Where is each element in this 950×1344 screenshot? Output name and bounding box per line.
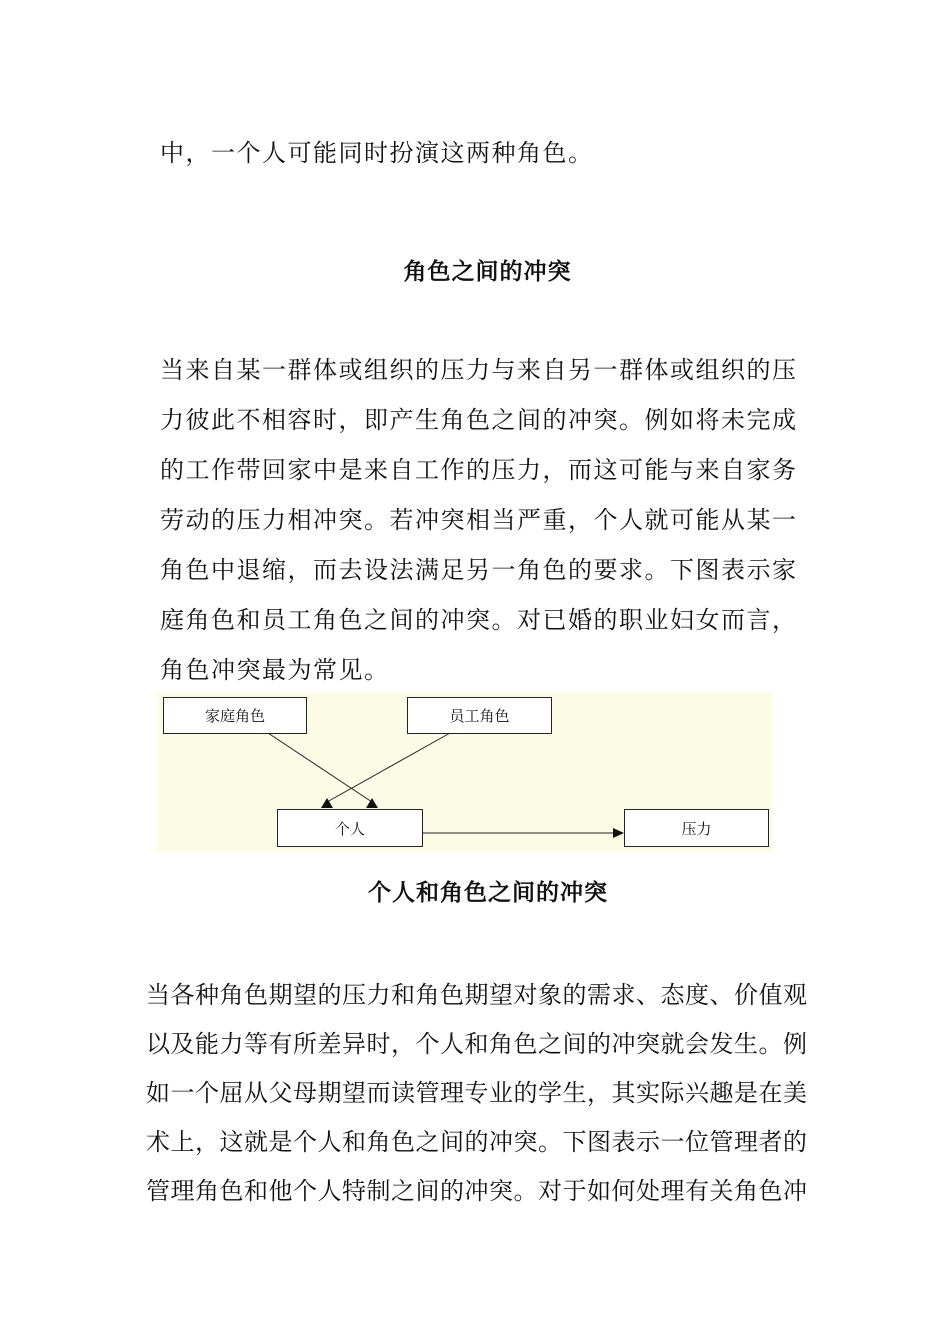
- paragraph-line: 术上，这就是个人和角色之间的冲突。下图表示一位管理者的: [146, 1128, 808, 1156]
- paragraph-line: 如一个屈从父母期望而读管理专业的学生，其实际兴趣是在美: [146, 1079, 808, 1107]
- employee-role-label: 员工角色: [449, 707, 510, 725]
- paragraph-line: 劳动的压力相冲突。若冲突相当严重，个人就可能从某一: [160, 506, 798, 534]
- paragraph-line: 管理角色和他个人特制之间的冲突。对于如何处理有关角色冲: [146, 1177, 808, 1205]
- pressure-box: [624, 809, 769, 847]
- paragraph-line: 的工作带回家中是来自工作的压力，而这可能与来自家务: [160, 456, 798, 484]
- family-role-box: [163, 697, 307, 734]
- employee-role-box: [407, 697, 552, 734]
- paragraph-line: 当各种角色期望的压力和角色期望对象的需求、态度、价值观: [146, 981, 808, 1009]
- intro-line: 中，一个人可能同时扮演这两种角色。: [160, 139, 594, 167]
- arrowhead-pressure: [613, 828, 624, 838]
- paragraph-line: 力彼此不相容时，即产生角色之间的冲突。例如将未完成: [160, 406, 798, 434]
- individual-box: [277, 809, 423, 847]
- heading-inter-role-conflict: 角色之间的冲突: [403, 259, 572, 285]
- paragraph-line: 庭角色和员工角色之间的冲突。对已婚的职业妇女而言，: [160, 606, 798, 634]
- connector-employee-to-individual: [327, 733, 450, 802]
- heading-person-role-conflict: 个人和角色之间的冲突: [368, 880, 608, 906]
- pressure-label: 压力: [681, 819, 712, 838]
- paragraph-line: 角色中退缩，而去设法满足另一角色的要求。下图表示家: [160, 556, 798, 584]
- connector-family-to-individual: [268, 733, 372, 802]
- family-role-label: 家庭角色: [204, 707, 265, 725]
- role-conflict-diagram: [158, 692, 772, 852]
- individual-label: 个人: [334, 819, 365, 838]
- paragraph-line: 当来自某一群体或组织的压力与来自另一群体或组织的压: [160, 356, 798, 384]
- paragraph-line: 角色冲突最为常见。: [160, 656, 390, 684]
- paragraph-line: 以及能力等有所差异时，个人和角色之间的冲突就会发生。例: [146, 1030, 808, 1058]
